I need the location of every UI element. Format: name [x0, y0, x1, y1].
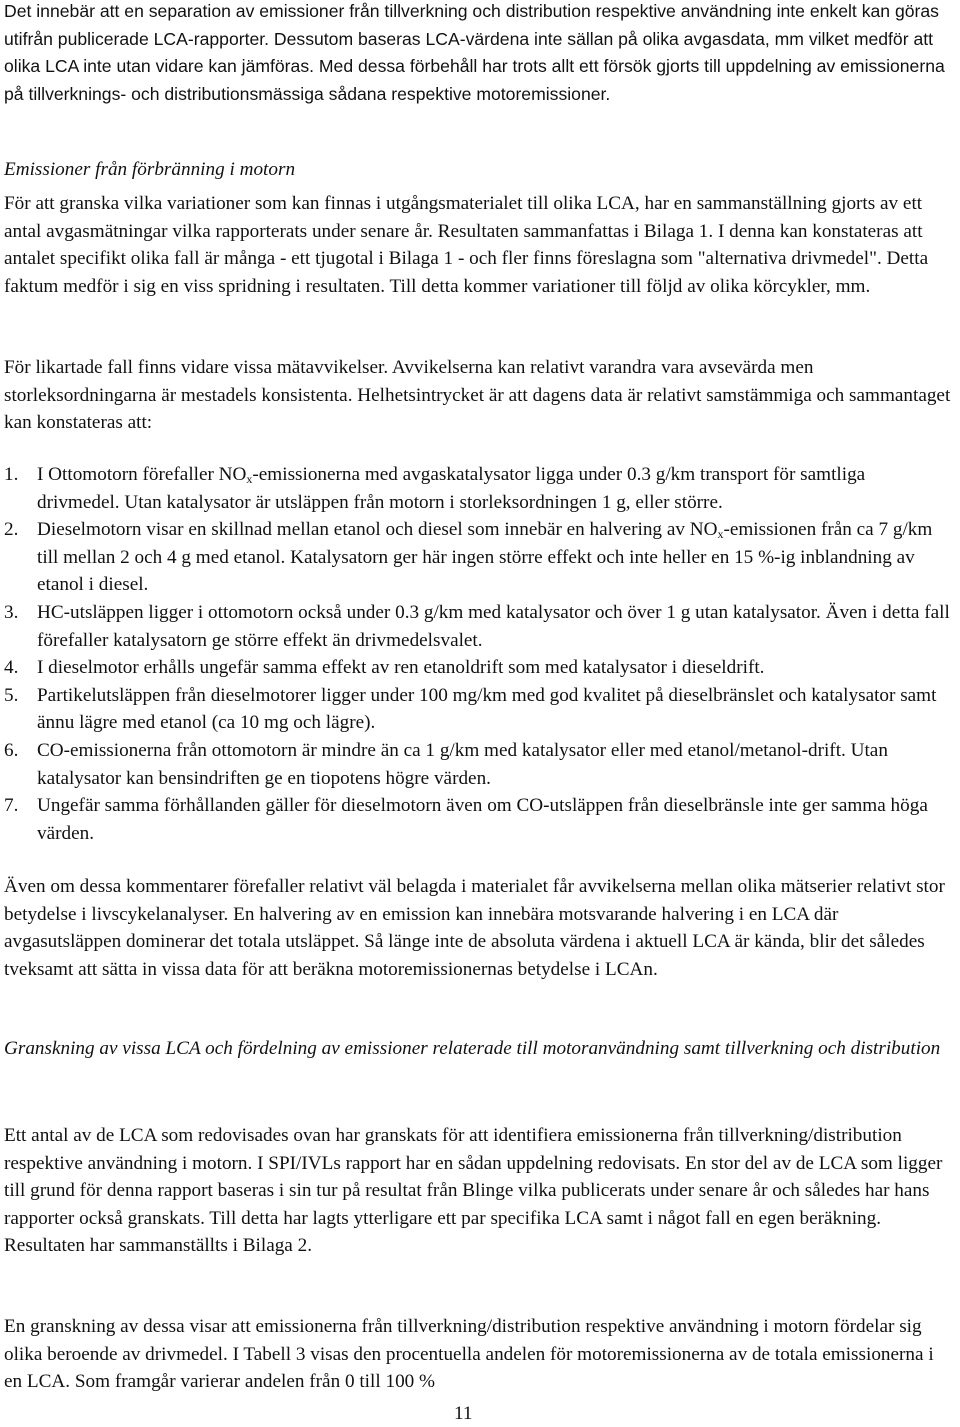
list-item-text: Ungefär samma förhållanden gäller för dieselmotorn även om CO-utsläppen från dieselbränsle inte ger samma höga värden. — [37, 795, 928, 844]
section-heading-combustion: Emissioner från förbränning i motorn — [4, 159, 296, 180]
list-item — [4, 792, 952, 847]
paragraph-distribution: En granskning av dessa visar att emissionerna från tillverkning/distribution respektive användning i motorn fördelar sig olika beroende av drivmedel. I Tabell 3 visas den procentuella andelen för motoremissionerna av de totala emissionerna i en LCA. Som framgår varierar andelen från 0 till 100 % — [4, 1316, 934, 1393]
list-item — [4, 737, 952, 792]
section-heading-review: Granskning av vissa LCA och fördelning av emissioner relaterade till motoranvändning samt tillverkning och distribution — [4, 1038, 941, 1059]
list-item-number: 6. — [4, 739, 19, 761]
list-item-text: HC-utsläppen ligger i ottomotorn också under 0.3 g/km med katalysator och över 1 g utan katalysator. Även i detta fall förefaller katalysatorn ge större effekt än drivmedelsvalet. — [37, 601, 950, 651]
list-item-text: CO-emissionerna från ottomotorn är mindre än ca 1 g/km med katalysator eller med etanol/metanol-drift. Utan katalysator kan bensindriften ge en tiopotens högre värden. — [37, 739, 888, 789]
list-item-number: 7. — [4, 795, 19, 817]
list-item-text: Dieselmotorn visar en skillnad mellan etanol och diesel som innebär en halvering av $NO_x$-emissionen från ca 7 g/km till mellan 2 och 4 g med etanol. Katalysatorn ger här ingen större effekt och inte heller en 15 %-ig inblandning av etanol i diesel. — [37, 519, 933, 596]
list-item-number: 5. — [4, 684, 19, 706]
list-item-number: 4. — [4, 657, 19, 679]
list-item-text: I dieselmotor erhålls ungefär samma effekt av ren etanoldrift som med katalysator i dieseldrift. — [37, 657, 765, 679]
list-item-number: 3. — [4, 601, 19, 623]
list-item-text: I Ottomotorn förefaller $NO_x$-emissionerna med avgaskatalysator ligga under 0.3 g/km transport för samtliga drivmedel. Utan katalysator är utsläppen från motorn i storleksordningen 1 g, eller större. — [37, 464, 866, 513]
list-item — [4, 461, 952, 516]
findings-list — [4, 461, 952, 847]
paragraph-comments: Även om dessa kommentarer förefaller relativt väl belagda i materialet får avvikelserna mellan olika mätserier relativt stor betydelse i livscykelanalyser. En halvering av en emission kan innebära motsvarande halvering i en LCA där avgasutsläppen dominerar det totala utsläppet. Så länge inte de absoluta värdena i aktuell LCA är kända, blir det således tveksamt att sätta in vissa data för att beräkna motoremissionernas betydelse i LCAn. — [4, 876, 945, 980]
list-item-number: 1. — [4, 464, 19, 485]
list-item — [4, 654, 952, 682]
list-item — [4, 599, 952, 654]
list-item-text: Partikelutsläppen från dieselmotorer ligger under 100 mg/km med god kvalitet på dieselbränslet och katalysator samt ännu lägre med etanol (ca 10 mg och lägre). — [37, 684, 937, 734]
list-item — [4, 682, 952, 737]
paragraph-variations: För att granska vilka variationer som kan finnas i utgångsmaterialet till olika LCA, har en sammanställning gjorts av ett antal avgasmätningar vilka rapporterats under senare år. Resultaten sammanfattas i Bilaga 1. I denna kan konstateras att antalet specifikt olika fall är många - ett tjugotal i Bilaga 1 - och fler finns föreslagna som "alternativa drivmedel". Detta faktum medför i sig en viss spridning i resultaten. Till detta kommer variationer till följd av olika körcykler, mm. — [4, 193, 929, 297]
paragraph-deviations: För likartade fall finns vidare vissa mätavvikelser. Avvikelserna kan relativt varandra vara avsevärda men storleksordningarna är mestadels konsistenta. Helhetsintrycket är att dagens data är relativt samstämmiga och sammantaget kan konstateras att: — [4, 357, 951, 434]
list-item — [4, 516, 952, 599]
page-number: 11 — [454, 1403, 473, 1424]
list-item-number: 2. — [4, 519, 19, 541]
paragraph-review: Ett antal av de LCA som redovisades ovan har granskats för att identifiera emissionerna från tillverkning/distribution respektive användning i motorn. I SPI/IVLs rapport har en sådan uppdelning redovisats. En stor del av de LCA som ligger till grund för denna rapport baseras i sin tur på resultat från Blinge vilka publicerats under senare år och således har hans rapporter också granskats. Till detta har lagts ytterligare ett par specifika LCA samt i något fall en egen beräkning. Resultaten har sammanställts i Bilaga 2. — [4, 1125, 943, 1257]
intro-paragraph: Det innebär att en separation av emissioner från tillverkning och distribution respektive användning inte enkelt kan göras utifrån publicerade LCA-rapporter. Dessutom baseras LCA-värdena inte sällan på olika avgasdata, mm vilket medför att olika LCA inte utan vidare kan jämföras. Med dessa förbehåll har trots allt ett försök gjorts till uppdelning av emissionerna på tillverknings- och distributionsmässiga sådana respektive motoremissioner. — [4, 1, 945, 104]
